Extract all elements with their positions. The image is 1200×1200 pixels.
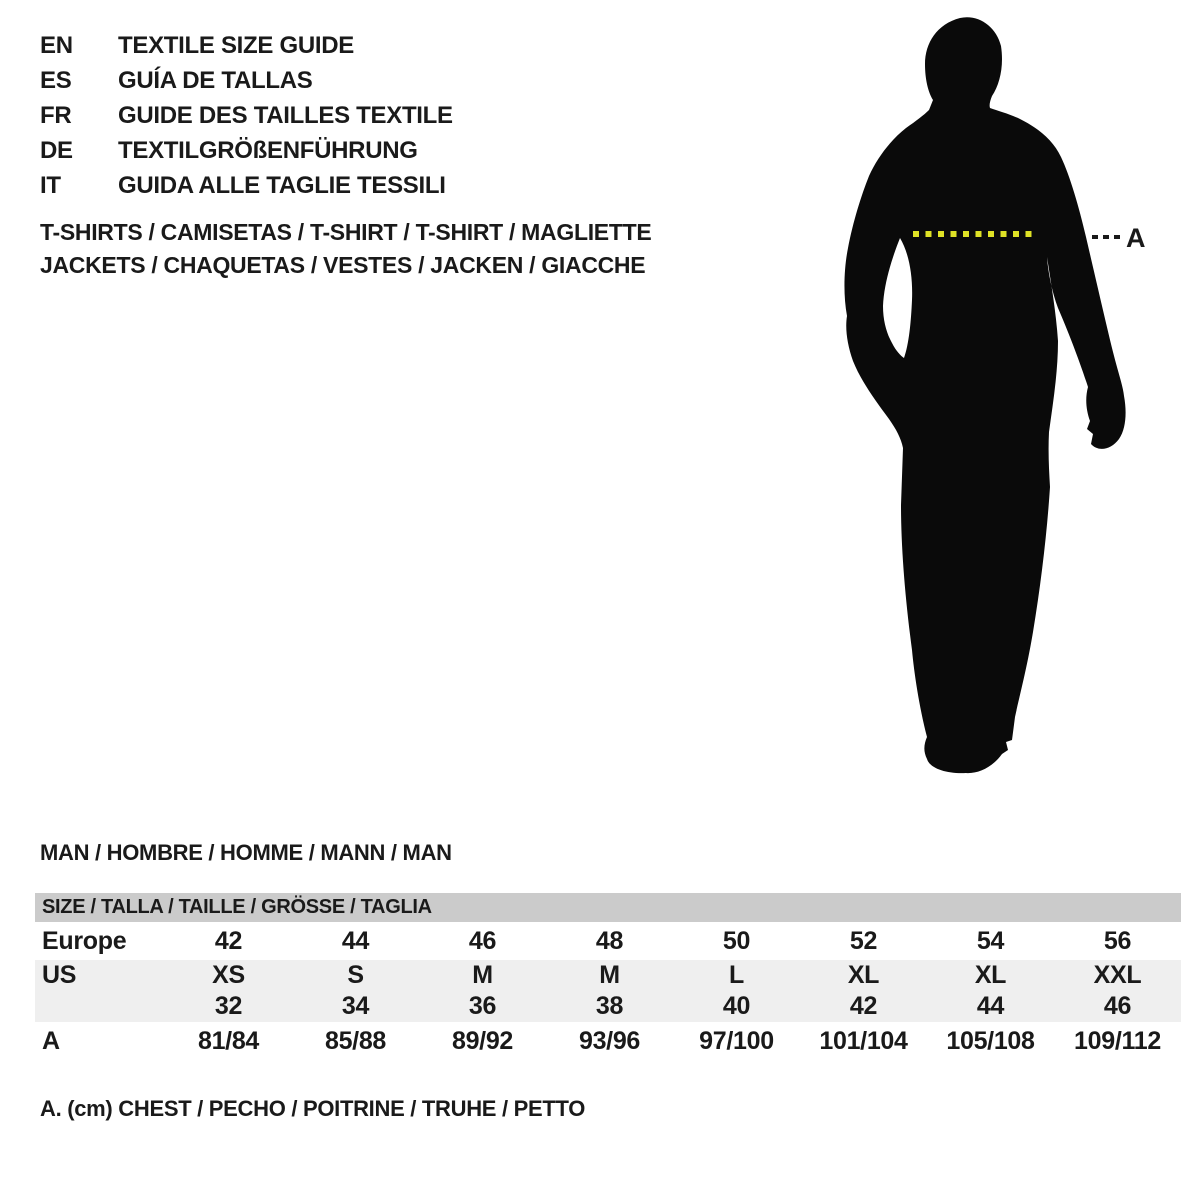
table-cell: XS	[212, 961, 245, 989]
language-guide-list	[40, 28, 453, 203]
table-cell: 81/84	[197, 1026, 260, 1055]
man-silhouette-figure	[820, 0, 1160, 800]
language-code: IT	[40, 172, 61, 199]
size-table	[35, 893, 1181, 1060]
guide-title-fr: GUIDE DES TAILLES TEXTILE	[118, 102, 453, 129]
row-label: Europe	[42, 926, 127, 955]
table-cell: 46	[1103, 992, 1132, 1020]
guide-title-de: TEXTILGRÖßENFÜHRUNG	[118, 137, 418, 164]
table-cell: 109/112	[1074, 1026, 1161, 1055]
table-cell: 46	[468, 926, 497, 955]
table-cell: XXL	[1093, 961, 1142, 989]
table-cell: 85/88	[324, 1026, 387, 1055]
table-cell: XL	[974, 961, 1007, 989]
table-cell: 52	[849, 926, 878, 955]
table-cell: 44	[341, 926, 370, 955]
language-code: FR	[40, 102, 72, 129]
guide-title-es: GUÍA DE TALLAS	[118, 67, 313, 94]
table-cell: 89/92	[451, 1026, 514, 1055]
size-table-header: SIZE / TALLA / TAILLE / GRÖSSE / TAGLIA	[35, 893, 1181, 922]
guide-title-it: GUIDA ALLE TAGLIE TESSILI	[118, 172, 446, 199]
language-row-de	[40, 133, 453, 168]
table-cell: 48	[595, 926, 624, 955]
section-heading-man: MAN / HOMBRE / HOMME / MANN / MAN	[40, 840, 452, 865]
man-silhouette	[844, 17, 1125, 773]
table-cell: 105/108	[946, 1026, 1035, 1055]
table-cell: 32	[214, 992, 243, 1020]
language-row-fr	[40, 98, 453, 133]
product-types-line2: JACKETS / CHAQUETAS / VESTES / JACKEN / GIACCHE	[40, 252, 646, 278]
product-types-line1: T-SHIRTS / CAMISETAS / T-SHIRT / T-SHIRT / MAGLIETTE	[40, 219, 652, 245]
table-cell: 97/100	[699, 1026, 774, 1055]
table-cell: M	[599, 961, 620, 989]
language-code: ES	[40, 67, 72, 94]
language-code: DE	[40, 137, 73, 164]
table-cell: 42	[214, 926, 243, 955]
table-cell: 56	[1103, 926, 1132, 955]
table-cell: 93/96	[578, 1026, 641, 1055]
table-cell: 42	[849, 992, 878, 1020]
table-cell: M	[472, 961, 493, 989]
language-row-it	[40, 168, 453, 203]
table-cell: L	[729, 961, 744, 989]
measurement-footnote: A. (cm) CHEST / PECHO / POITRINE / TRUHE / PETTO	[40, 1096, 586, 1121]
table-cell: 40	[722, 992, 751, 1020]
table-cell: 36	[468, 992, 497, 1020]
table-cell: 101/104	[819, 1026, 908, 1055]
table-cell: 38	[595, 992, 624, 1020]
table-cell: 44	[976, 992, 1005, 1020]
table-row-europe	[35, 922, 1181, 960]
measure-label-a: A	[1126, 223, 1146, 253]
row-label: A	[42, 1026, 60, 1055]
language-row-es	[40, 63, 453, 98]
table-cell: 34	[341, 992, 370, 1020]
guide-title-en: TEXTILE SIZE GUIDE	[118, 32, 354, 59]
product-types	[40, 216, 651, 282]
table-cell: 54	[976, 926, 1005, 955]
table-cell: 50	[722, 926, 751, 955]
table-cell: S	[347, 961, 364, 989]
table-row-us	[35, 960, 1181, 991]
row-label: US	[42, 961, 77, 989]
table-row-us-numeric	[35, 991, 1181, 1022]
table-cell: XL	[847, 961, 880, 989]
language-code: EN	[40, 32, 73, 59]
language-row-en	[40, 28, 453, 63]
table-row-chest	[35, 1022, 1181, 1060]
